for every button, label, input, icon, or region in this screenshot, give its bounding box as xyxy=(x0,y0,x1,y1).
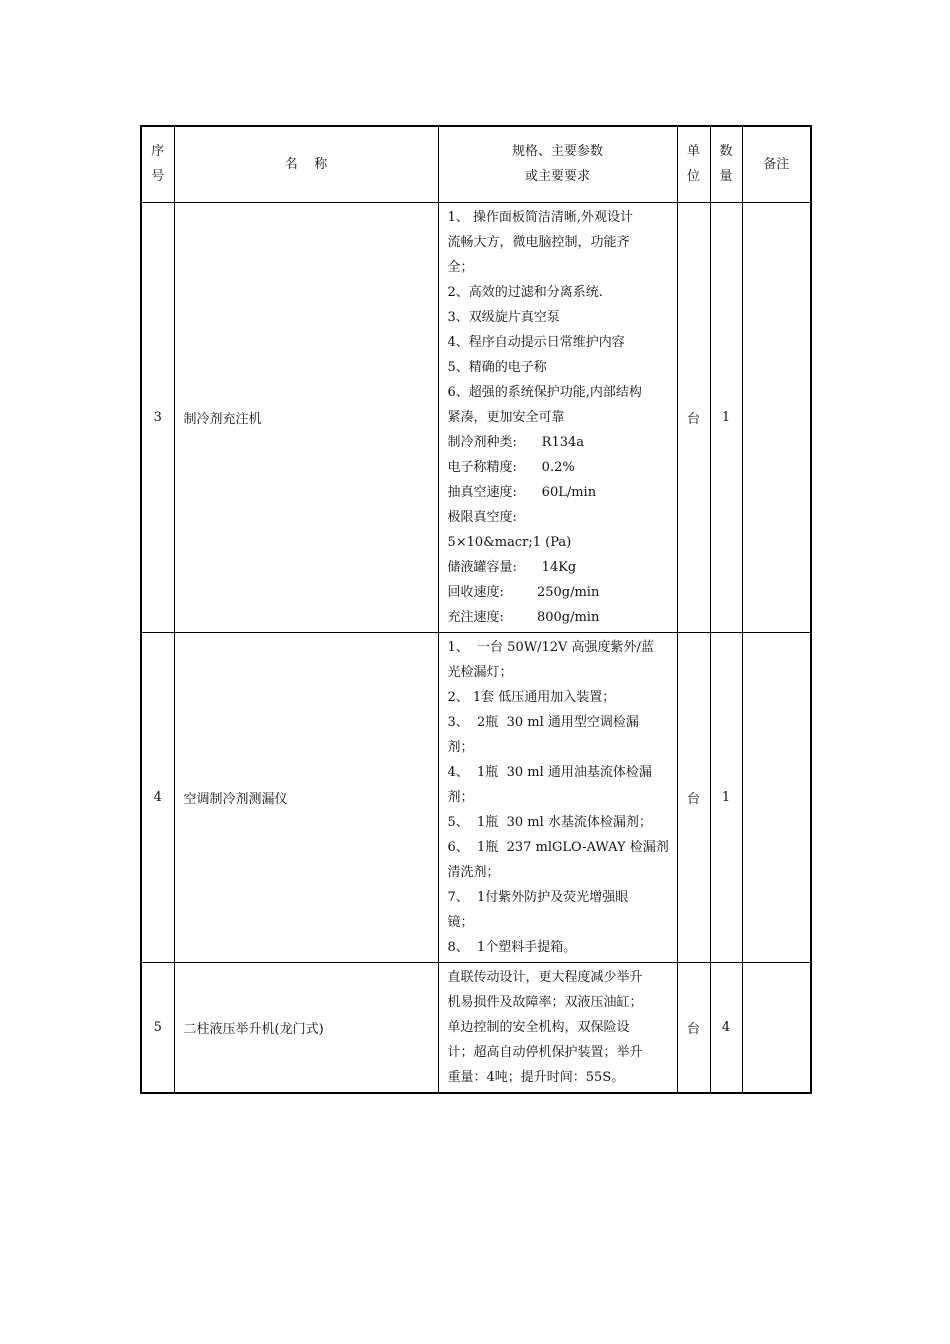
spec-line: 计；超高自动停机保护装置；举升 xyxy=(447,1044,643,1060)
cell-name: 空调制冷剂测漏仪 xyxy=(174,632,438,962)
spec-line: 极限真空度: xyxy=(447,509,517,525)
cell-remark xyxy=(742,962,811,1093)
cell-spec xyxy=(438,962,677,1093)
spec-line: 3、双级旋片真空泵 xyxy=(447,309,560,325)
spec-line: 5、 1瓶 30 ml 水基流体检漏剂； xyxy=(447,814,652,830)
spec-line: 4、程序自动提示日常维护内容 xyxy=(447,334,625,350)
spec-line: 储液罐容量: 14Kg xyxy=(447,559,577,575)
spec-line: 剂； xyxy=(447,789,474,805)
cell-name: 二柱液压举升机(龙门式) xyxy=(174,962,438,1093)
cell-qty: 4 xyxy=(710,962,742,1093)
spec-line: 充注速度: 800g/min xyxy=(447,609,600,625)
spec-line: 2、高效的过滤和分离系统. xyxy=(447,284,603,300)
header-spec: 规格、主要参数 或主要要求 xyxy=(438,126,677,202)
header-remark: 备注 xyxy=(742,126,811,202)
spec-line: 5、精确的电子称 xyxy=(447,359,547,375)
header-name: 名 称 xyxy=(174,126,438,202)
cell-unit: 台 xyxy=(677,962,710,1093)
table-row xyxy=(141,962,811,1093)
header-seq: 序 号 xyxy=(141,126,174,202)
spec-line: 3、 2瓶 30 ml 通用型空调检漏 xyxy=(447,714,639,730)
spec-line: 机易损件及故障率；双液压油缸； xyxy=(447,994,643,1010)
table-row xyxy=(141,202,811,632)
spec-line: 光检漏灯； xyxy=(447,664,513,680)
cell-name: 制冷剂充注机 xyxy=(174,202,438,632)
header-qty: 数 量 xyxy=(710,126,742,202)
spec-line: 单边控制的安全机构，双保险设 xyxy=(447,1019,630,1035)
spec-line: 4、 1瓶 30 ml 通用油基流体检漏 xyxy=(447,764,652,780)
cell-spec xyxy=(438,632,677,962)
spec-line: 6、 1瓶 237 mlGLO-AWAY 检漏剂 xyxy=(447,839,669,855)
spec-line: 全； xyxy=(447,259,474,275)
cell-unit: 台 xyxy=(677,632,710,962)
spec-line: 6、超强的系统保护功能,内部结构 xyxy=(447,384,642,400)
cell-remark xyxy=(742,632,811,962)
spec-line: 清洗剂； xyxy=(447,864,500,880)
spec-line: 7、 1付紫外防护及荧光增强眼 xyxy=(447,889,629,905)
spec-line: 制冷剂种类: R134a xyxy=(447,434,585,450)
equipment-spec-table xyxy=(140,125,812,1094)
header-unit: 单 位 xyxy=(677,126,710,202)
cell-seq: 3 xyxy=(141,202,174,632)
cell-spec xyxy=(438,202,677,632)
spec-line: 电子称精度: 0.2% xyxy=(447,459,575,475)
spec-line: 抽真空速度: 60L/min xyxy=(447,484,597,500)
table-row xyxy=(141,632,811,962)
cell-seq: 5 xyxy=(141,962,174,1093)
table-header-row xyxy=(141,126,811,202)
cell-qty: 1 xyxy=(710,202,742,632)
cell-seq: 4 xyxy=(141,632,174,962)
spec-line: 1、 操作面板简洁清晰,外观设计 xyxy=(447,209,634,225)
spec-line: 回收速度: 250g/min xyxy=(447,584,600,600)
spec-line: 5×10&macr;1 (Pa) xyxy=(447,534,572,550)
cell-qty: 1 xyxy=(710,632,742,962)
spec-line: 1、 一台 50W/12V 高强度紫外/蓝 xyxy=(447,639,654,655)
spec-line: 剂； xyxy=(447,739,474,755)
spec-line: 2、 1套 低压通用加入装置； xyxy=(447,689,616,705)
spec-line: 8、 1个塑料手提箱。 xyxy=(447,939,577,955)
spec-line: 直联传动设计，更大程度减少举升 xyxy=(447,969,643,985)
spec-line: 紧凑，更加安全可靠 xyxy=(447,409,565,425)
cell-unit: 台 xyxy=(677,202,710,632)
spec-line: 流畅大方，微电脑控制，功能齐 xyxy=(447,234,630,250)
spec-line: 重量：4吨；提升时间：55S。 xyxy=(447,1069,625,1085)
cell-remark xyxy=(742,202,811,632)
spec-line: 镜； xyxy=(447,914,474,930)
